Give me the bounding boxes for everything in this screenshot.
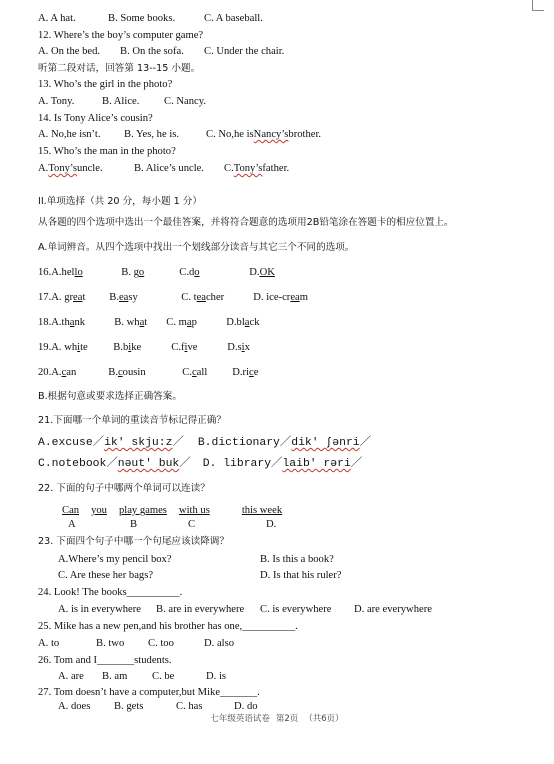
option-a: A. A hat. xyxy=(38,13,76,24)
option-b: B.bike xyxy=(113,342,142,353)
option-a: A. white xyxy=(51,342,88,353)
option-c: C.Tony’sfather. xyxy=(224,163,290,174)
option-b: B. On the sofa. xyxy=(120,46,184,57)
q25-options xyxy=(38,637,234,651)
option-d: D.black xyxy=(226,317,260,328)
option-c: C.five xyxy=(171,342,198,353)
q14-question: 14. Is Tony Alice’s cousin? xyxy=(38,113,153,124)
option-c: C. Under the chair. xyxy=(204,46,285,57)
q24-question: 24. Look! The books__________. xyxy=(38,587,183,598)
option-a: A. Tony. xyxy=(38,96,75,107)
q13-options xyxy=(38,95,206,109)
q16-row: 16.A.hello B. go C.do D.OK xyxy=(38,267,275,278)
option-b: B. Yes, he is. xyxy=(124,129,180,140)
option-a: A.thank xyxy=(51,317,86,328)
q21-options-cd xyxy=(38,457,362,471)
option-a: A. to xyxy=(38,638,60,649)
option-b: B. Alice. xyxy=(102,96,140,107)
option-a: A.Tony’suncle. xyxy=(38,163,103,174)
option-a: A.hello xyxy=(51,267,83,278)
q27-question: 27. Tom doesn’t have a computer,but Mike_______. xyxy=(38,687,260,698)
option-a: A. are xyxy=(58,671,84,682)
option-a: A.can xyxy=(51,367,77,378)
option-d: D. also xyxy=(204,638,235,649)
option-b: B. two xyxy=(96,638,125,649)
option-a: A. does xyxy=(58,701,91,712)
option-b: B.dictionary／dik' ʃənri／ xyxy=(197,437,372,449)
option-c: C. teacher xyxy=(181,292,225,303)
q21-question: 21.下面哪一个单词的重读音节标记得正确？ xyxy=(38,415,226,426)
option-d: D. are everywhere xyxy=(354,604,432,615)
section-instruction: 听第二段对话，回答第 13--15 小题。 xyxy=(38,63,201,74)
q15-question: 15. Who’s the man in the photo? xyxy=(38,146,176,157)
q14-options xyxy=(38,128,321,142)
crop-mark xyxy=(532,0,533,10)
option-d: D.OK xyxy=(249,267,275,278)
q20-row: 20.A.can B.cousin C.call D.rice xyxy=(38,367,259,378)
option-c: C. is everywhere xyxy=(260,604,332,615)
q19-row: 19.A. white B.bike C.five D.six xyxy=(38,342,250,353)
subpart-title: A.单词辨音。从四个选项中找出一个划线部分读音与其它三个不同的选项。 xyxy=(38,242,355,253)
option-d: D.rice xyxy=(232,367,259,378)
part-title: II.单项选择（共 20 分，每小题 1 分） xyxy=(38,196,202,207)
option-c: C.do xyxy=(179,267,200,278)
option-b: B. am xyxy=(102,671,128,682)
q17-row: 17.A. great B.easy C. teacher D. ice-cream xyxy=(38,292,308,303)
option-b: B.easy xyxy=(109,292,138,303)
option-c: C. has xyxy=(176,701,203,712)
option-b: B. Alice’s uncle. xyxy=(134,163,205,174)
option-a: A. On the bed. xyxy=(38,46,101,57)
option-c: C. Nancy. xyxy=(164,96,206,107)
option-b: B.cousin xyxy=(108,367,146,378)
option-c: C. No,he isNancy’sbrother. xyxy=(206,129,322,140)
q22-question: 22. 下面的句子中哪两个单词可以连读？ xyxy=(38,483,210,494)
q23-options-cd xyxy=(58,569,342,583)
q13-question: 13. Who’s the girl in the photo? xyxy=(38,79,173,90)
option-c: C. A baseball. xyxy=(204,13,263,24)
q26-question: 26. Tom and I_______students. xyxy=(38,655,172,666)
subpart-title: B.根据句意或要求选择正确答案。 xyxy=(38,391,182,402)
option-c: C.notebook／nəut' buk／ xyxy=(38,458,191,470)
option-d: D. do xyxy=(234,701,258,712)
q23-question: 23. 下面四个句子中哪一个句尾应该读降调？ xyxy=(38,536,229,547)
option-a: A. great xyxy=(51,292,86,303)
q26-options xyxy=(58,670,226,684)
option-c: C. Are these her bags? xyxy=(58,570,154,581)
q15-options xyxy=(38,162,289,176)
option-d: D. is xyxy=(206,671,227,682)
q12-options xyxy=(38,45,284,59)
option-c: C. be xyxy=(152,671,175,682)
option-a: A. is in everywhere xyxy=(58,604,141,615)
q23-options-ab xyxy=(58,553,334,567)
option-b: B. Is this a book? xyxy=(260,554,334,565)
option-b: B. Some books. xyxy=(108,13,176,24)
option-a: A.Where’s my pencil box? xyxy=(58,554,172,565)
option-a: A.excuse／ik' skju:z／ xyxy=(38,437,184,449)
option-d: D.six xyxy=(227,342,250,353)
q21-options-ab xyxy=(38,436,371,450)
q24-options xyxy=(58,603,432,617)
q22-sentence: Can you play games with us this week xyxy=(62,505,283,516)
option-d: D. library／laib' rəri／ xyxy=(202,458,363,470)
option-b: B. what xyxy=(114,317,148,328)
option-c: C. too xyxy=(148,638,174,649)
q25-question: 25. Mike has a new pen,and his brother has one,__________. xyxy=(38,621,298,632)
q11-options xyxy=(38,12,263,26)
option-b: B. are in everywhere xyxy=(156,604,245,615)
option-c: C. map xyxy=(166,317,197,328)
option-c: C.call xyxy=(182,367,208,378)
part-instruction: 从各题的四个选项中选出一个最佳答案，并将符合题意的选项用2B铅笔涂在答题卡的相应位置上。 xyxy=(38,217,454,228)
option-a: A. No,he isn’t. xyxy=(38,129,101,140)
option-d: D. Is that his ruler? xyxy=(260,570,342,581)
option-b: B. go xyxy=(121,267,145,278)
q18-row: 18.A.thank B. what C. map D.black xyxy=(38,317,260,328)
option-b: B. gets xyxy=(114,701,144,712)
q22-letters: A B C D. xyxy=(68,519,277,530)
option-d: D. ice-cream xyxy=(253,292,308,303)
crop-mark xyxy=(532,10,544,11)
page-footer: 七年级英语试卷 第2页 （共6页） xyxy=(210,714,344,724)
q12-question: 12. Where’s the boy’s computer game? xyxy=(38,30,204,41)
